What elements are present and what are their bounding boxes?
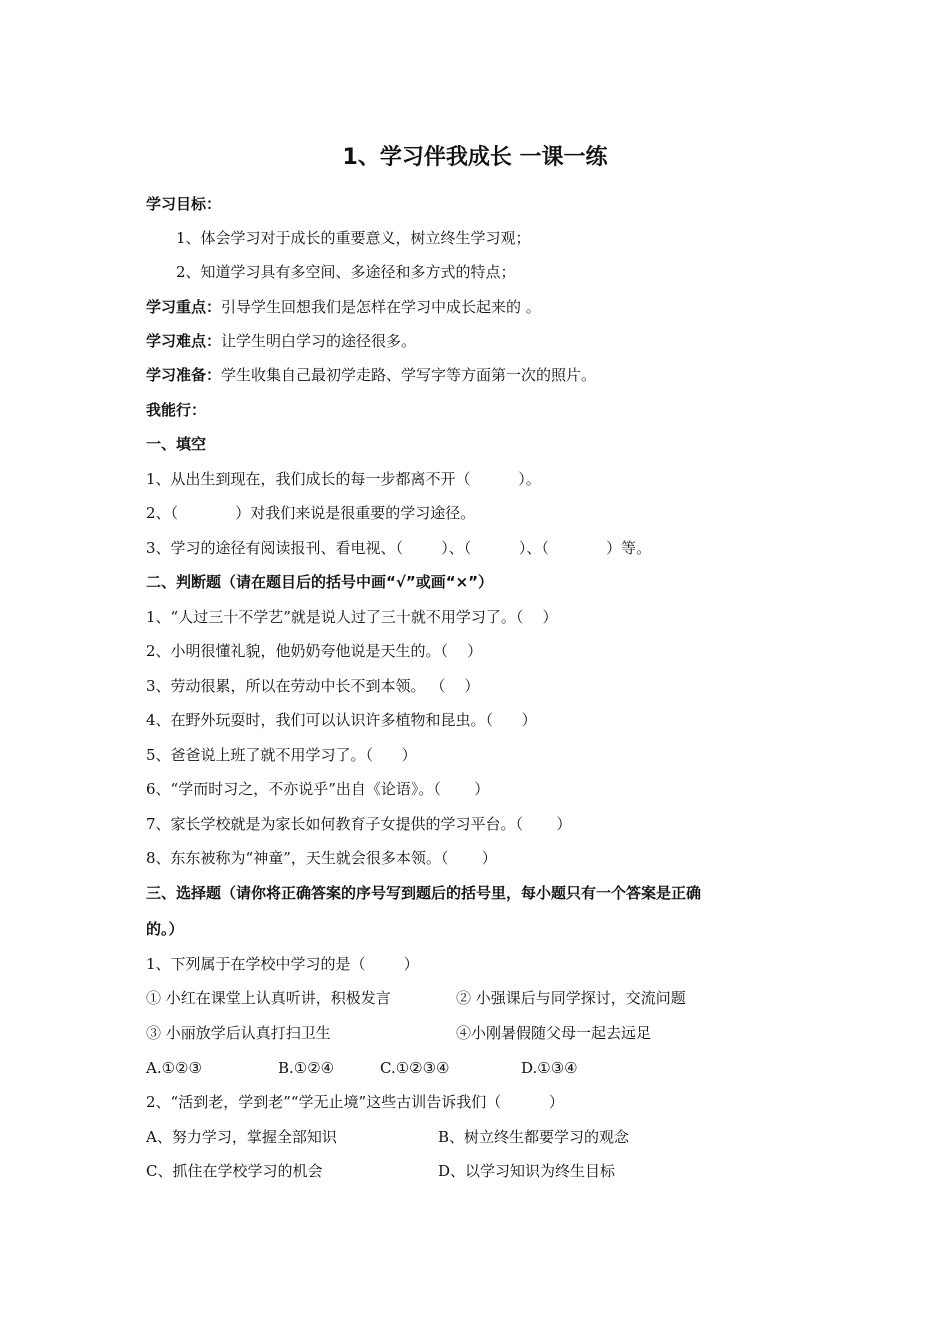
judge-item: 7、家长学校就是为家长如何教育子女提供的学习平台。（ ） (146, 815, 572, 833)
question-stem: 2、“活到老，学到老”“学无止境”这些古训告诉我们（ ） (146, 1093, 564, 1111)
fill-item: 3、学习的途径有阅读报刊、看电视、（ ）、（ ）、（ ）等。 (146, 539, 652, 557)
judge-item: 8、东东被称为“神童”，天生就会很多本领。（ ） (146, 849, 497, 867)
judge-item: 3、劳动很累，所以在劳动中长不到本领。 （ ） (146, 677, 480, 695)
judge-item: 1、“人过三十不学艺”就是说人过了三十就不用学习了。（ ） (146, 608, 558, 626)
fill-item: 1、从出生到现在，我们成长的每一步都离不开（ ）。 (146, 470, 541, 488)
option: D、以学习知识为终生目标 (438, 1162, 616, 1180)
choice-heading: 三、选择题（请你将正确答案的序号写到题后的括号里，每小题只有一个答案是正确 (146, 884, 702, 902)
objectives-label: 学习目标： (146, 195, 222, 213)
answer-choice: C.①②③④ (380, 1059, 450, 1077)
option: ② 小强课后与同学探讨，交流问题 (456, 989, 686, 1007)
fill-heading: 一、填空 (146, 435, 207, 453)
option: B、树立终生都要学习的观念 (438, 1128, 630, 1146)
option: ① 小红在课堂上认真听讲，积极发言 (146, 989, 391, 1007)
option: ③ 小丽放学后认真打扫卫生 (146, 1024, 331, 1042)
judge-item: 4、在野外玩耍时，我们可以认识许多植物和昆虫。（ ） (146, 711, 537, 729)
option: C、抓住在学校学习的机会 (146, 1162, 323, 1180)
preparation-line: 学习准备：学生收集自己最初学走路、学写字等方面第一次的照片。 (146, 366, 597, 384)
judge-item: 5、爸爸说上班了就不用学习了。（ ） (146, 746, 417, 764)
objective-item: 1、体会学习对于成长的重要意义，树立终生学习观； (176, 229, 531, 247)
page-title: 1、学习伴我成长 一课一练 (342, 145, 608, 170)
can-do-heading: 我能行： (146, 401, 207, 419)
objective-item: 2、知道学习具有多空间、多途径和多方式的特点； (176, 263, 516, 281)
choice-heading-cont: 的。） (146, 920, 184, 938)
option: A、努力学习，掌握全部知识 (146, 1128, 337, 1146)
fill-item: 2、（ ）对我们来说是很重要的学习途径。 (146, 504, 476, 522)
difficulty-line: 学习难点：让学生明白学习的途径很多。 (146, 332, 417, 350)
answer-choice: A.①②③ (146, 1059, 202, 1077)
judge-item: 6、“学而时习之，不亦说乎”出自《论语》。（ ） (146, 780, 490, 798)
answer-choice: D.①③④ (521, 1059, 578, 1077)
judge-heading: 二、判断题（请在题目后的括号中画“√”或画“×”） (146, 573, 494, 591)
answer-choice: B.①②④ (278, 1059, 335, 1077)
question-stem: 1、下列属于在学校中学习的是（ ） (146, 955, 419, 973)
judge-item: 2、小明很懂礼貌，他奶奶夸他说是天生的。（ ） (146, 642, 483, 660)
option: ④小刚暑假随父母一起去远足 (456, 1024, 652, 1042)
focus-line: 学习重点：引导学生回想我们是怎样在学习中成长起来的 。 (146, 298, 541, 316)
